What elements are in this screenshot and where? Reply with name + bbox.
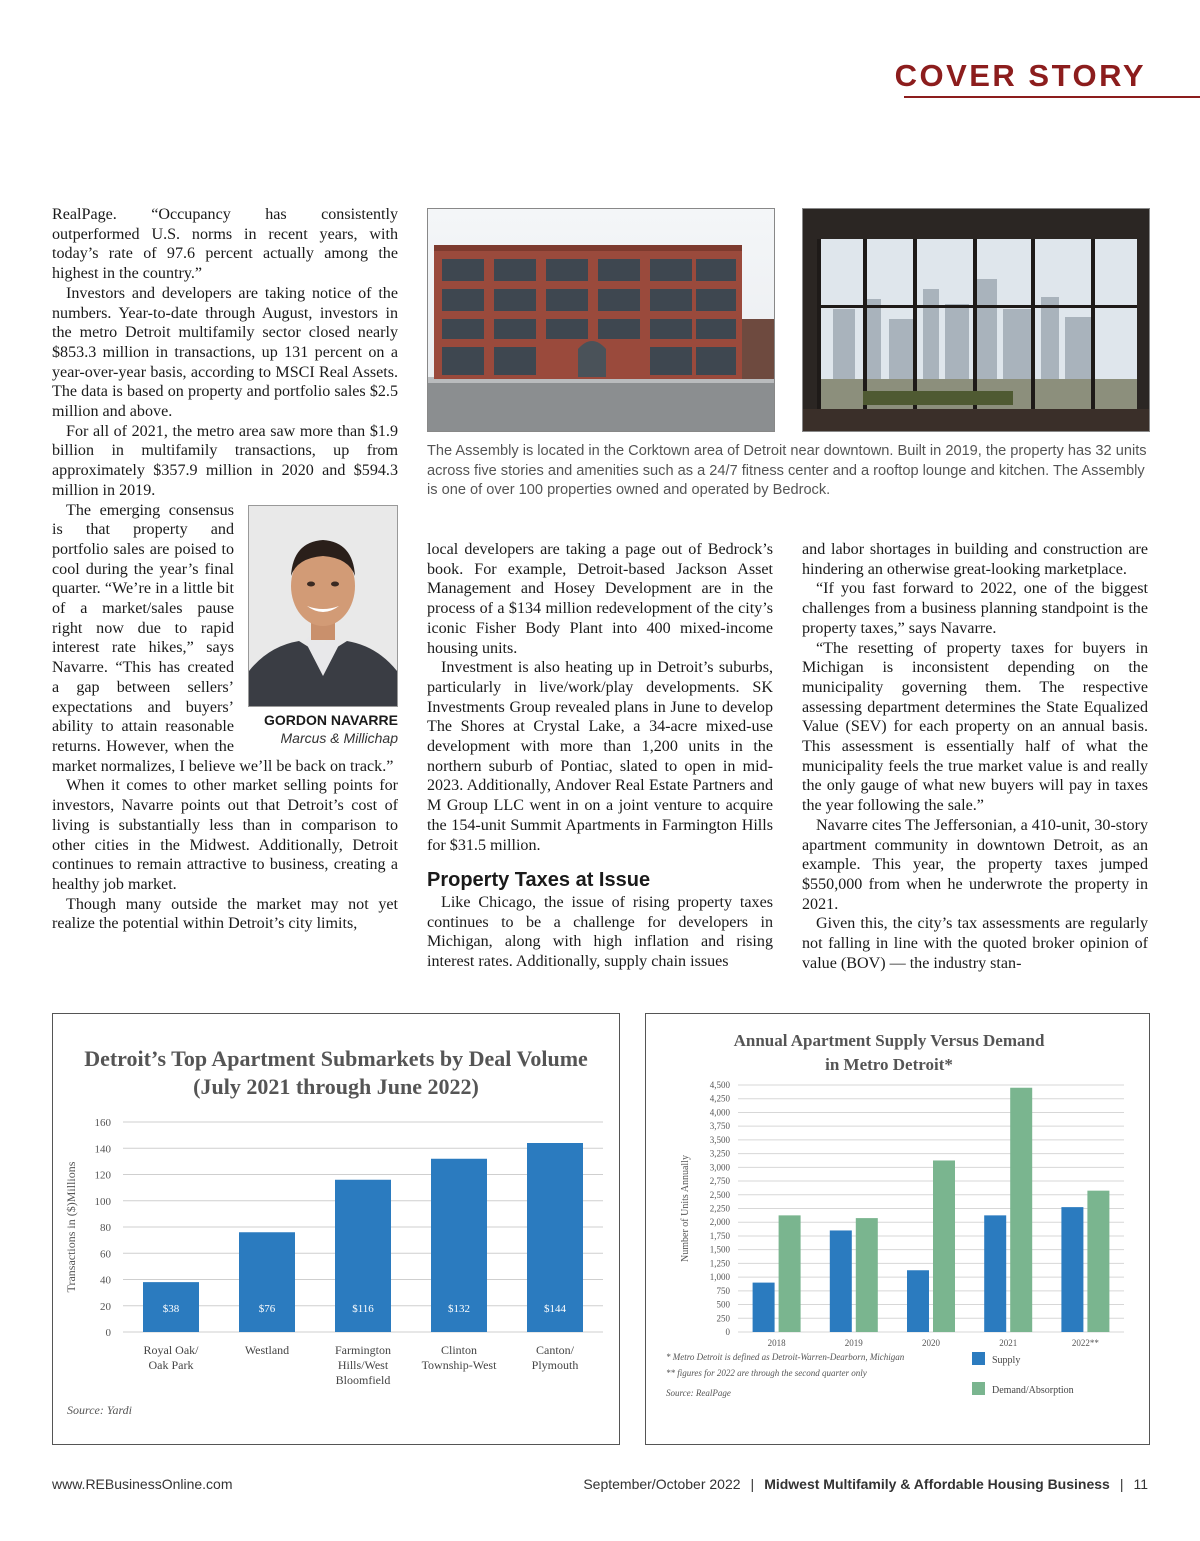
y-axis-label: Number of Units Annually (680, 1155, 691, 1262)
paragraph: “The resetting of property taxes for buyers in Michigan is inconsistent depending on the municipality governing them. The respective assessing department determines the State Equalized Value (SEV) for each property on an annual basis. This assessment is essentially half of what the municipality feels the true market value is and really the only gauge of what new buyers will pay in taxes the year following the sale.” (802, 639, 1148, 815)
y-tick-label: 3,250 (709, 1148, 730, 1159)
paragraph: Investment is also heating up in Detroit’s suburbs, particularly in live/work/play developments. SK Investments Group revealed plans in June to develop The Shores at Crystal Lake, a 34-acre mixed-use development with more than 1,200 units in the northern suburb of Pontiac, slated to open in mid-2023. Additionally, Andover Real Estate Partners and M Group LLC went in on a joint venture to acquire the 154-unit Summit Apartments in Farmington Hills for $31.5 million. (427, 659, 773, 854)
bar-supply (907, 1270, 929, 1332)
y-tick-label: 2,500 (709, 1189, 730, 1200)
rooftop-lounge-photo (802, 208, 1150, 432)
portrait-figure (248, 505, 398, 747)
footer-publication-info: September/October 2022 | Midwest Multifamily & Affordable Housing Business | 11 (583, 1476, 1148, 1492)
legend-label: Demand/Absorption (992, 1385, 1074, 1396)
x-category-label: Bloomfield (335, 1373, 391, 1387)
submarkets-chart (52, 1013, 620, 1445)
bar-demand (1087, 1191, 1109, 1332)
y-tick-label: 1,500 (709, 1244, 730, 1255)
x-category-label: Canton/ (536, 1343, 574, 1357)
subheading: Property Taxes at Issue (427, 869, 651, 892)
y-tick-label: 4,250 (709, 1093, 730, 1104)
legend-swatch (972, 1352, 985, 1365)
bar-demand (933, 1160, 955, 1332)
y-tick-label: 500 (716, 1299, 730, 1310)
x-category-label: Township-West (421, 1358, 497, 1372)
y-tick-label: 40 (100, 1274, 111, 1287)
x-category-label: 2021 (999, 1338, 1018, 1348)
chart-source: Source: RealPage (666, 1388, 731, 1398)
bar (239, 1232, 295, 1332)
x-category-label: 2019 (844, 1338, 863, 1348)
article-column-2 (427, 540, 773, 972)
bar-value-label: $76 (258, 1303, 276, 1315)
paragraph: Like Chicago, the issue of rising property taxes continues to be a challenge for developers in Michigan, along with high inflation and rising interest rates. Additionally, supply chain issues (427, 893, 773, 971)
bar-value-label: $132 (448, 1303, 470, 1315)
portrait-photo (248, 505, 398, 707)
paragraph: For all of 2021, the metro area saw more than $1.9 billion in multifamily transactions, up from approximately $357.9 million in 2020 and $594.3 million in 2019. (52, 422, 398, 499)
x-category-label: Hills/West (337, 1358, 389, 1372)
y-tick-label: 3,000 (709, 1162, 730, 1173)
bar-value-label: $144 (544, 1303, 566, 1315)
legend-swatch (972, 1382, 985, 1395)
y-axis-label: Transactions in ($)Millions (64, 1161, 78, 1293)
chart-note: ** figures for 2022 are through the second quarter only (666, 1368, 867, 1378)
assembly-building-photo (427, 208, 775, 432)
y-tick-label: 750 (716, 1285, 730, 1296)
y-tick-label: 3,500 (709, 1134, 730, 1145)
y-tick-label: 1,000 (709, 1272, 730, 1283)
footer-page-number: 11 (1133, 1476, 1148, 1492)
chart-source: Source: Yardi (67, 1403, 133, 1417)
paragraph: Navarre cites The Jeffersonian, a 410-unit, 30-story apartment community in downtown Detroit, as an example. This year, the property taxes jumped $550,000 from when he underwrote the property in 2021. (802, 816, 1148, 913)
paragraph: “If you fast forward to 2022, one of the biggest challenges from a business planning standpoint is the property taxes,” says Navarre. (802, 580, 1148, 637)
y-tick-label: 2,750 (709, 1176, 730, 1187)
y-tick-label: 0 (725, 1327, 730, 1337)
paragraph: local developers are taking a page out of Bedrock’s book. For example, Detroit-based Jackson Asset Management and Hosey Development are in the process of a $134 million redevelopment of the city’s iconic Fisher Body Plant into 400 mixed-income housing units. (427, 541, 773, 657)
portrait-company: Marcus & Millichap (280, 729, 398, 746)
building-image (428, 209, 774, 431)
y-tick-label: 1,750 (709, 1230, 730, 1241)
y-tick-label: 100 (94, 1195, 111, 1208)
paragraph: Investors and developers are taking notice of the numbers. Year-to-date through August, investors in the metro Detroit multifamily sector closed nearly $853.3 million in transactions, up 131 percent on a year-over-year basis, according to MSCI Real Assets. The data is based on property and portfolio sales $2.5 million and above. (52, 284, 398, 421)
bar-value-label: $116 (352, 1303, 374, 1315)
bar-demand (1010, 1088, 1032, 1332)
y-tick-label: 140 (94, 1143, 111, 1156)
bar-supply (753, 1283, 775, 1332)
y-tick-label: 4,000 (709, 1107, 730, 1118)
section-title: COVER STORY (894, 58, 1146, 93)
x-category-label: Westland (244, 1343, 290, 1357)
footer-publication: Midwest Multifamily & Affordable Housing Business (764, 1476, 1110, 1492)
supply-demand-chart (645, 1013, 1150, 1445)
y-tick-label: 60 (100, 1248, 111, 1261)
y-tick-label: 20 (100, 1300, 111, 1313)
x-category-label: Farmington (335, 1343, 391, 1357)
supply-demand-bar-chart (646, 1014, 1149, 1444)
bar-supply (984, 1215, 1006, 1332)
y-tick-label: 0 (105, 1327, 111, 1339)
footer-issue: September/October 2022 (583, 1476, 741, 1492)
y-tick-label: 250 (716, 1313, 730, 1324)
paragraph: When it comes to other market selling points for investors, Navarre points out that Detroit’s cost of living is substantially less than in comparison to other cities in the Midwest. Additionally, Detroit continues to remain attractive to business, creating a healthy job market. (52, 777, 398, 893)
x-category-label: Plymouth (531, 1358, 579, 1372)
person-image (249, 506, 397, 706)
y-tick-label: 160 (94, 1117, 111, 1129)
photo-caption: The Assembly is located in the Corktown area of Detroit near downtown. Built in 2019, the property has 32 units across five stories and amenities such as a 24/7 fitness center and a rooftop lounge and kitchen. The Assembly is one of over 100 properties owned and operated by Bedrock. (427, 443, 1147, 499)
x-category-label: Oak Park (148, 1358, 194, 1372)
chart-note: * Metro Detroit is defined as Detroit-Warren-Dearborn, Michigan (666, 1352, 905, 1362)
x-category-label: 2022** (1071, 1338, 1099, 1348)
y-tick-label: 3,750 (709, 1121, 730, 1132)
paragraph: Given this, the city’s tax assessments are regularly not falling in line with the quoted broker opinion of value (BOV) — the industry stan- (802, 915, 1148, 972)
paragraph: The emerging consensus is that property and portfolio sales are poised to cool during the year’s final quarter. “We’re in a little bit of a market/sales pause right now due to rapid interest rate hikes,” says Navarre. “This has created a gap between sellers’ expectations and buyers’ ability to attain reasonable returns. However, when the market normalizes, I believe we’ll be back on track.” (52, 501, 394, 775)
x-category-label: Clinton (440, 1343, 478, 1357)
y-tick-label: 120 (94, 1169, 111, 1182)
bar-supply (830, 1230, 852, 1332)
x-category-label: 2018 (767, 1338, 786, 1348)
footer-url: www.REBusinessOnline.com (52, 1476, 233, 1492)
y-tick-label: 4,500 (709, 1080, 730, 1090)
paragraph: Though many outside the market may not yet realize the potential within Detroit’s city limits, (52, 895, 398, 933)
skyline-image (803, 209, 1149, 431)
y-tick-label: 80 (100, 1222, 111, 1234)
chart-subtitle: in Metro Detroit* (825, 1055, 953, 1074)
portrait-name: GORDON NAVARRE (263, 711, 398, 728)
y-tick-label: 2,250 (709, 1203, 730, 1214)
y-tick-label: 2,000 (709, 1217, 730, 1228)
article-column-3 (802, 540, 1148, 973)
paragraph: RealPage. “Occupancy has consistently outperformed U.S. norms in recent years, with today’s rate of 97.6 percent actually among the highest in the country.” (52, 206, 398, 283)
legend-label: Supply (992, 1355, 1021, 1366)
bar-value-label: $38 (162, 1303, 180, 1315)
submarkets-bar-chart (53, 1014, 619, 1444)
chart-title: Annual Apartment Supply Versus Demand (733, 1031, 1045, 1050)
bar-demand (856, 1218, 878, 1332)
x-category-label: 2020 (922, 1338, 940, 1348)
bar-demand (779, 1215, 801, 1332)
article-column-1 (52, 205, 398, 934)
bar-supply (1061, 1207, 1083, 1332)
x-category-label: Royal Oak/ (143, 1343, 199, 1357)
y-tick-label: 1,250 (709, 1258, 730, 1269)
chart-subtitle: (July 2021 through June 2022) (193, 1074, 479, 1099)
chart-title: Detroit’s Top Apartment Submarkets by Deal Volume (84, 1046, 588, 1071)
paragraph: and labor shortages in building and construction are hindering an otherwise great-looking marketplace. (802, 541, 1148, 578)
section-rule (904, 96, 1200, 98)
